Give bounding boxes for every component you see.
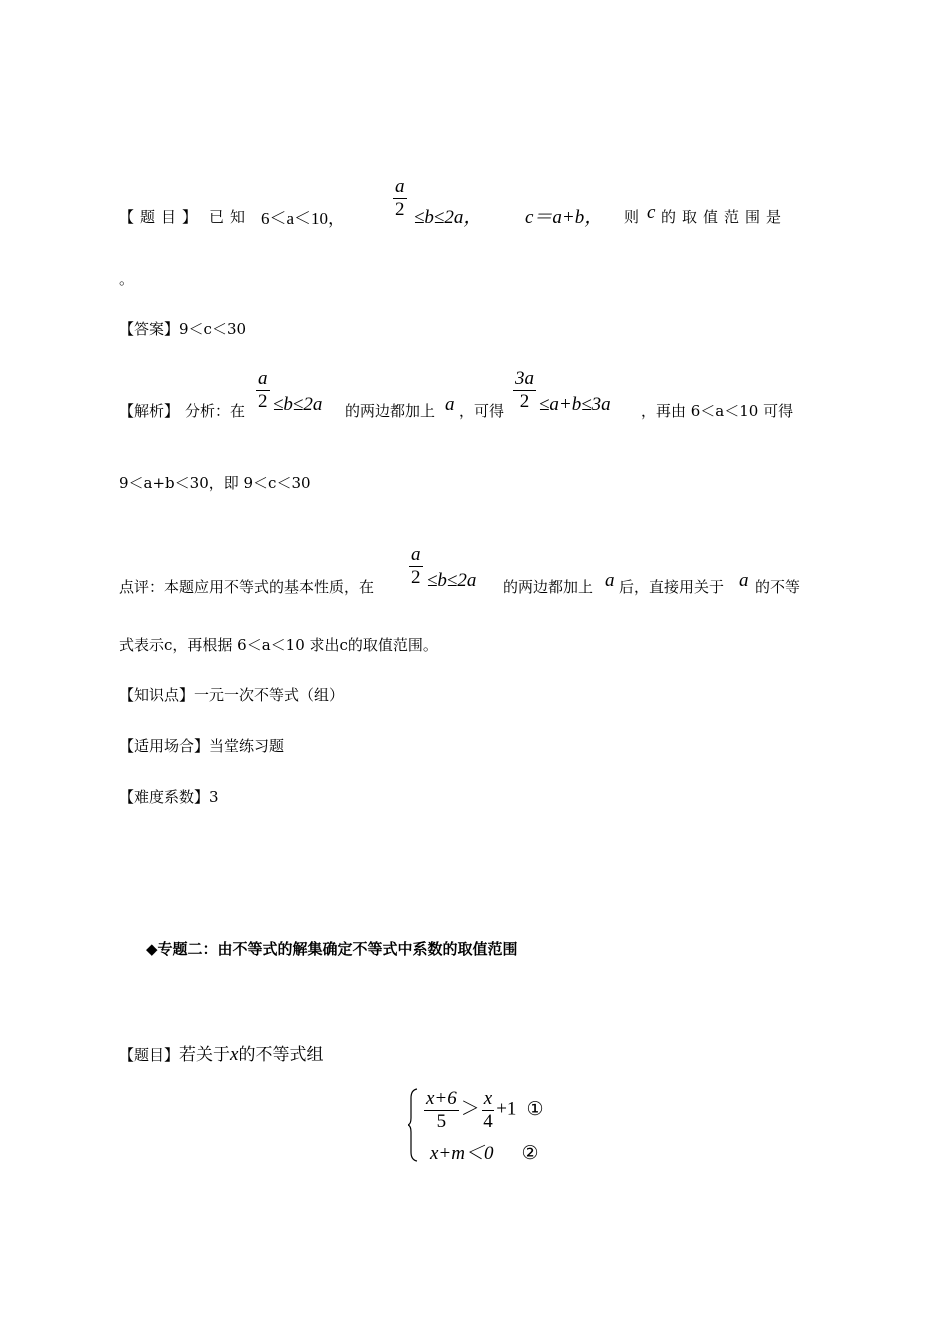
analysis-lead: 分析：在 [185, 402, 246, 420]
fraction-denominator: 2 [411, 567, 421, 588]
a-variable: a [605, 570, 615, 591]
topic-2-heading: ◆专题二：由不等式的解集确定不等式中系数的取值范围 [146, 940, 518, 958]
fraction-denominator: 5 [436, 1111, 447, 1132]
question-tag: 【题目】 [119, 208, 204, 226]
fraction-numerator: x [483, 1088, 493, 1109]
occasion: 【适用场合】当堂练习题 [119, 737, 285, 755]
a-variable: a [445, 394, 455, 415]
fraction-denominator: 2 [519, 391, 530, 412]
analysis-tail: ，再由 6＜a＜10 可得 [641, 402, 794, 420]
analysis-fraction-2 [513, 368, 536, 413]
difficulty: 【难度系数】3 [119, 788, 219, 806]
row1-fraction [424, 1088, 459, 1133]
circled-two: ② [521, 1142, 539, 1164]
analysis-fraction [256, 368, 270, 413]
known-text: 已知 [209, 208, 252, 226]
comment-inequality: ≤b≤2a [427, 570, 477, 591]
analysis-line-2: 9＜a+b＜30，即 9＜c＜30 [119, 474, 311, 492]
comment-mid: 的两边都加上 [503, 578, 594, 596]
analysis-line [119, 368, 806, 428]
knowledge-point: 【知识点】一元一次不等式（组） [119, 686, 345, 704]
analysis-inequality: ≤b≤2a [273, 394, 323, 415]
comment-fraction [409, 544, 423, 589]
question-2-text: 若关于 [179, 1045, 231, 1065]
answer-tag: 【答案】 [119, 320, 180, 338]
comment-tail-2: 的不等 [755, 578, 801, 596]
x-variable: x [230, 1044, 239, 1065]
left-brace-icon [408, 1088, 418, 1162]
question-2-line [119, 1040, 806, 1066]
blank-end: 。 [119, 270, 135, 288]
system-row-1 [422, 1088, 543, 1133]
condition-a: 6＜a＜10， [261, 209, 346, 228]
fraction-numerator: a [411, 544, 421, 565]
fraction-a-over-2 [393, 176, 407, 221]
inequality-system [408, 1088, 608, 1166]
answer-line [119, 318, 806, 339]
then-text: 则 [624, 208, 646, 226]
fraction-numerator: a [258, 368, 268, 389]
comment-tail: 后，直接用关于 [619, 578, 725, 596]
condition-b: ≤b≤2a， [414, 207, 483, 228]
analysis-inequality-2: ≤a+b≤3a [539, 394, 611, 415]
fraction-numerator: x+6 [426, 1088, 457, 1109]
circled-one: ① [526, 1097, 544, 1120]
fraction-denominator: 2 [395, 199, 405, 220]
fraction-denominator: 2 [258, 391, 268, 412]
comment-lead: 点评：本题应用不等式的基本性质，在 [119, 578, 375, 596]
comment-line [119, 544, 806, 604]
question-1-line [119, 176, 806, 236]
analysis-get: ，可得 [459, 402, 505, 420]
fraction-numerator: 3a [515, 368, 534, 389]
greater-than: ＞ [460, 1098, 480, 1120]
question-2-text-2: 的不等式组 [238, 1045, 324, 1065]
question-2-tag: 【题目】 [119, 1046, 180, 1064]
row1-fraction-2 [482, 1088, 494, 1133]
ask-text: 的取值范围是 [661, 208, 788, 226]
system-row-2 [430, 1138, 539, 1165]
condition-c: c＝a+b， [525, 207, 604, 228]
a-variable-2: a [739, 570, 749, 591]
fraction-numerator: a [395, 176, 405, 197]
plus-one: +1 [496, 1098, 517, 1120]
row2-inequality: x+m＜0 [430, 1143, 494, 1164]
analysis-mid: 的两边都加上 [345, 402, 436, 420]
c-variable: c [647, 202, 656, 223]
comment-line-2: 式表示c，再根据 6＜a＜10 求出c的取值范围。 [119, 636, 438, 654]
analysis-tag: 【解析】 [119, 402, 180, 420]
fraction-denominator: 4 [483, 1111, 493, 1132]
answer-text: 9＜c＜30 [179, 320, 247, 338]
